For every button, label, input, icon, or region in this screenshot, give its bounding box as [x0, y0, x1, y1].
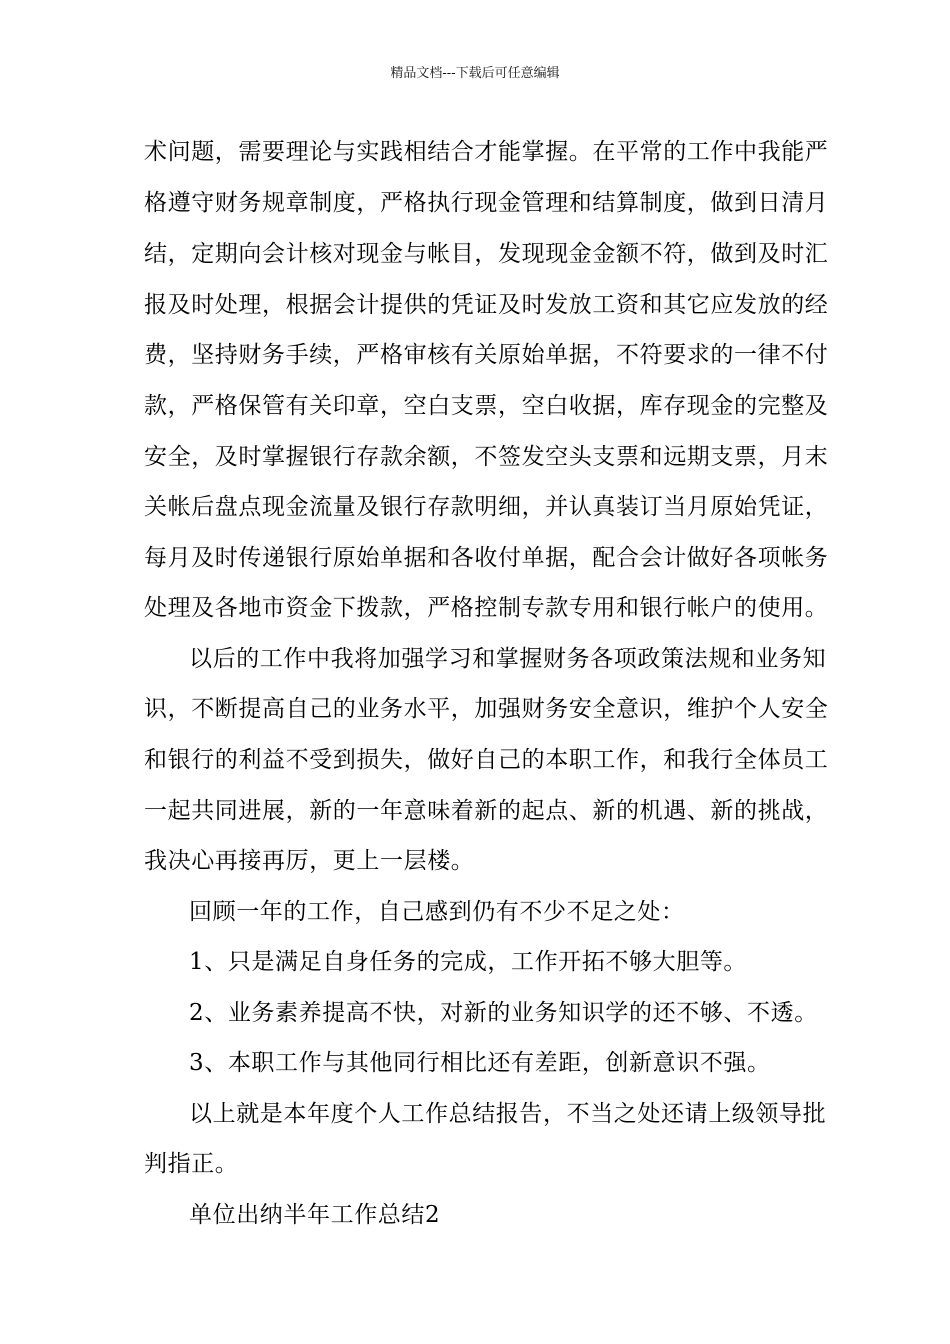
body-line: 报及时处理，根据会计提供的凭证及时发放工资和其它应发放的经 [144, 292, 829, 318]
body-line: 结，定期向会计核对现金与帐目，发现现金金额不符，做到及时汇 [144, 241, 829, 267]
body-line: 术问题，需要理论与实践相结合才能掌握。在平常的工作中我能严 [144, 139, 829, 165]
list-item: 1、只是满足自身任务的完成，工作开拓不够大胆等。 [189, 949, 748, 975]
page-header: 精品文档---下载后可任意编辑 [390, 66, 560, 81]
list-item: 3、本职工作与其他同行相比还有差距，创新意识不强。 [189, 1050, 771, 1076]
body-line: 处理及各地市资金下拨款，严格控制专款专用和银行帐户的使用。 [144, 595, 829, 621]
section-title: 单位出纳半年工作总结2 [189, 1202, 441, 1228]
body-line: 格遵守财务规章制度，严格执行现金管理和结算制度，做到日清月 [144, 190, 829, 216]
body-line: 我决心再接再厉，更上一层楼。 [144, 848, 475, 874]
paragraph-first-line: 以上就是本年度个人工作总结报告，不当之处还请上级领导批 [189, 1101, 827, 1127]
body-line: 和银行的利益不受到损失，做好自己的本职工作，和我行全体员工 [144, 747, 829, 773]
paragraph-first-line: 以后的工作中我将加强学习和掌握财务各项政策法规和业务知 [189, 646, 827, 672]
body-line: 关帐后盘点现金流量及银行存款明细，并认真装订当月原始凭证， [144, 494, 829, 520]
body-line: 款，严格保管有关印章，空白支票，空白收据，库存现金的完整及 [144, 393, 829, 419]
paragraph-first-line: 回顾一年的工作，自己感到仍有不少不足之处： [189, 899, 685, 925]
body-line: 每月及时传递银行原始单据和各收付单据，配合会计做好各项帐务 [144, 545, 829, 571]
body-line: 判指正。 [144, 1151, 239, 1177]
list-item: 2、业务素养提高不快，对新的业务知识学的还不够、不透。 [189, 1000, 818, 1026]
body-line: 一起共同进展，新的一年意味着新的起点、新的机遇、新的挑战， [144, 798, 829, 824]
body-line: 安全，及时掌握银行存款余额，不签发空头支票和远期支票，月末 [144, 444, 829, 470]
body-line: 费，坚持财务手续，严格审核有关原始单据，不符要求的一律不付 [144, 342, 829, 368]
body-line: 识，不断提高自己的业务水平，加强财务安全意识，维护个人安全 [144, 696, 829, 722]
